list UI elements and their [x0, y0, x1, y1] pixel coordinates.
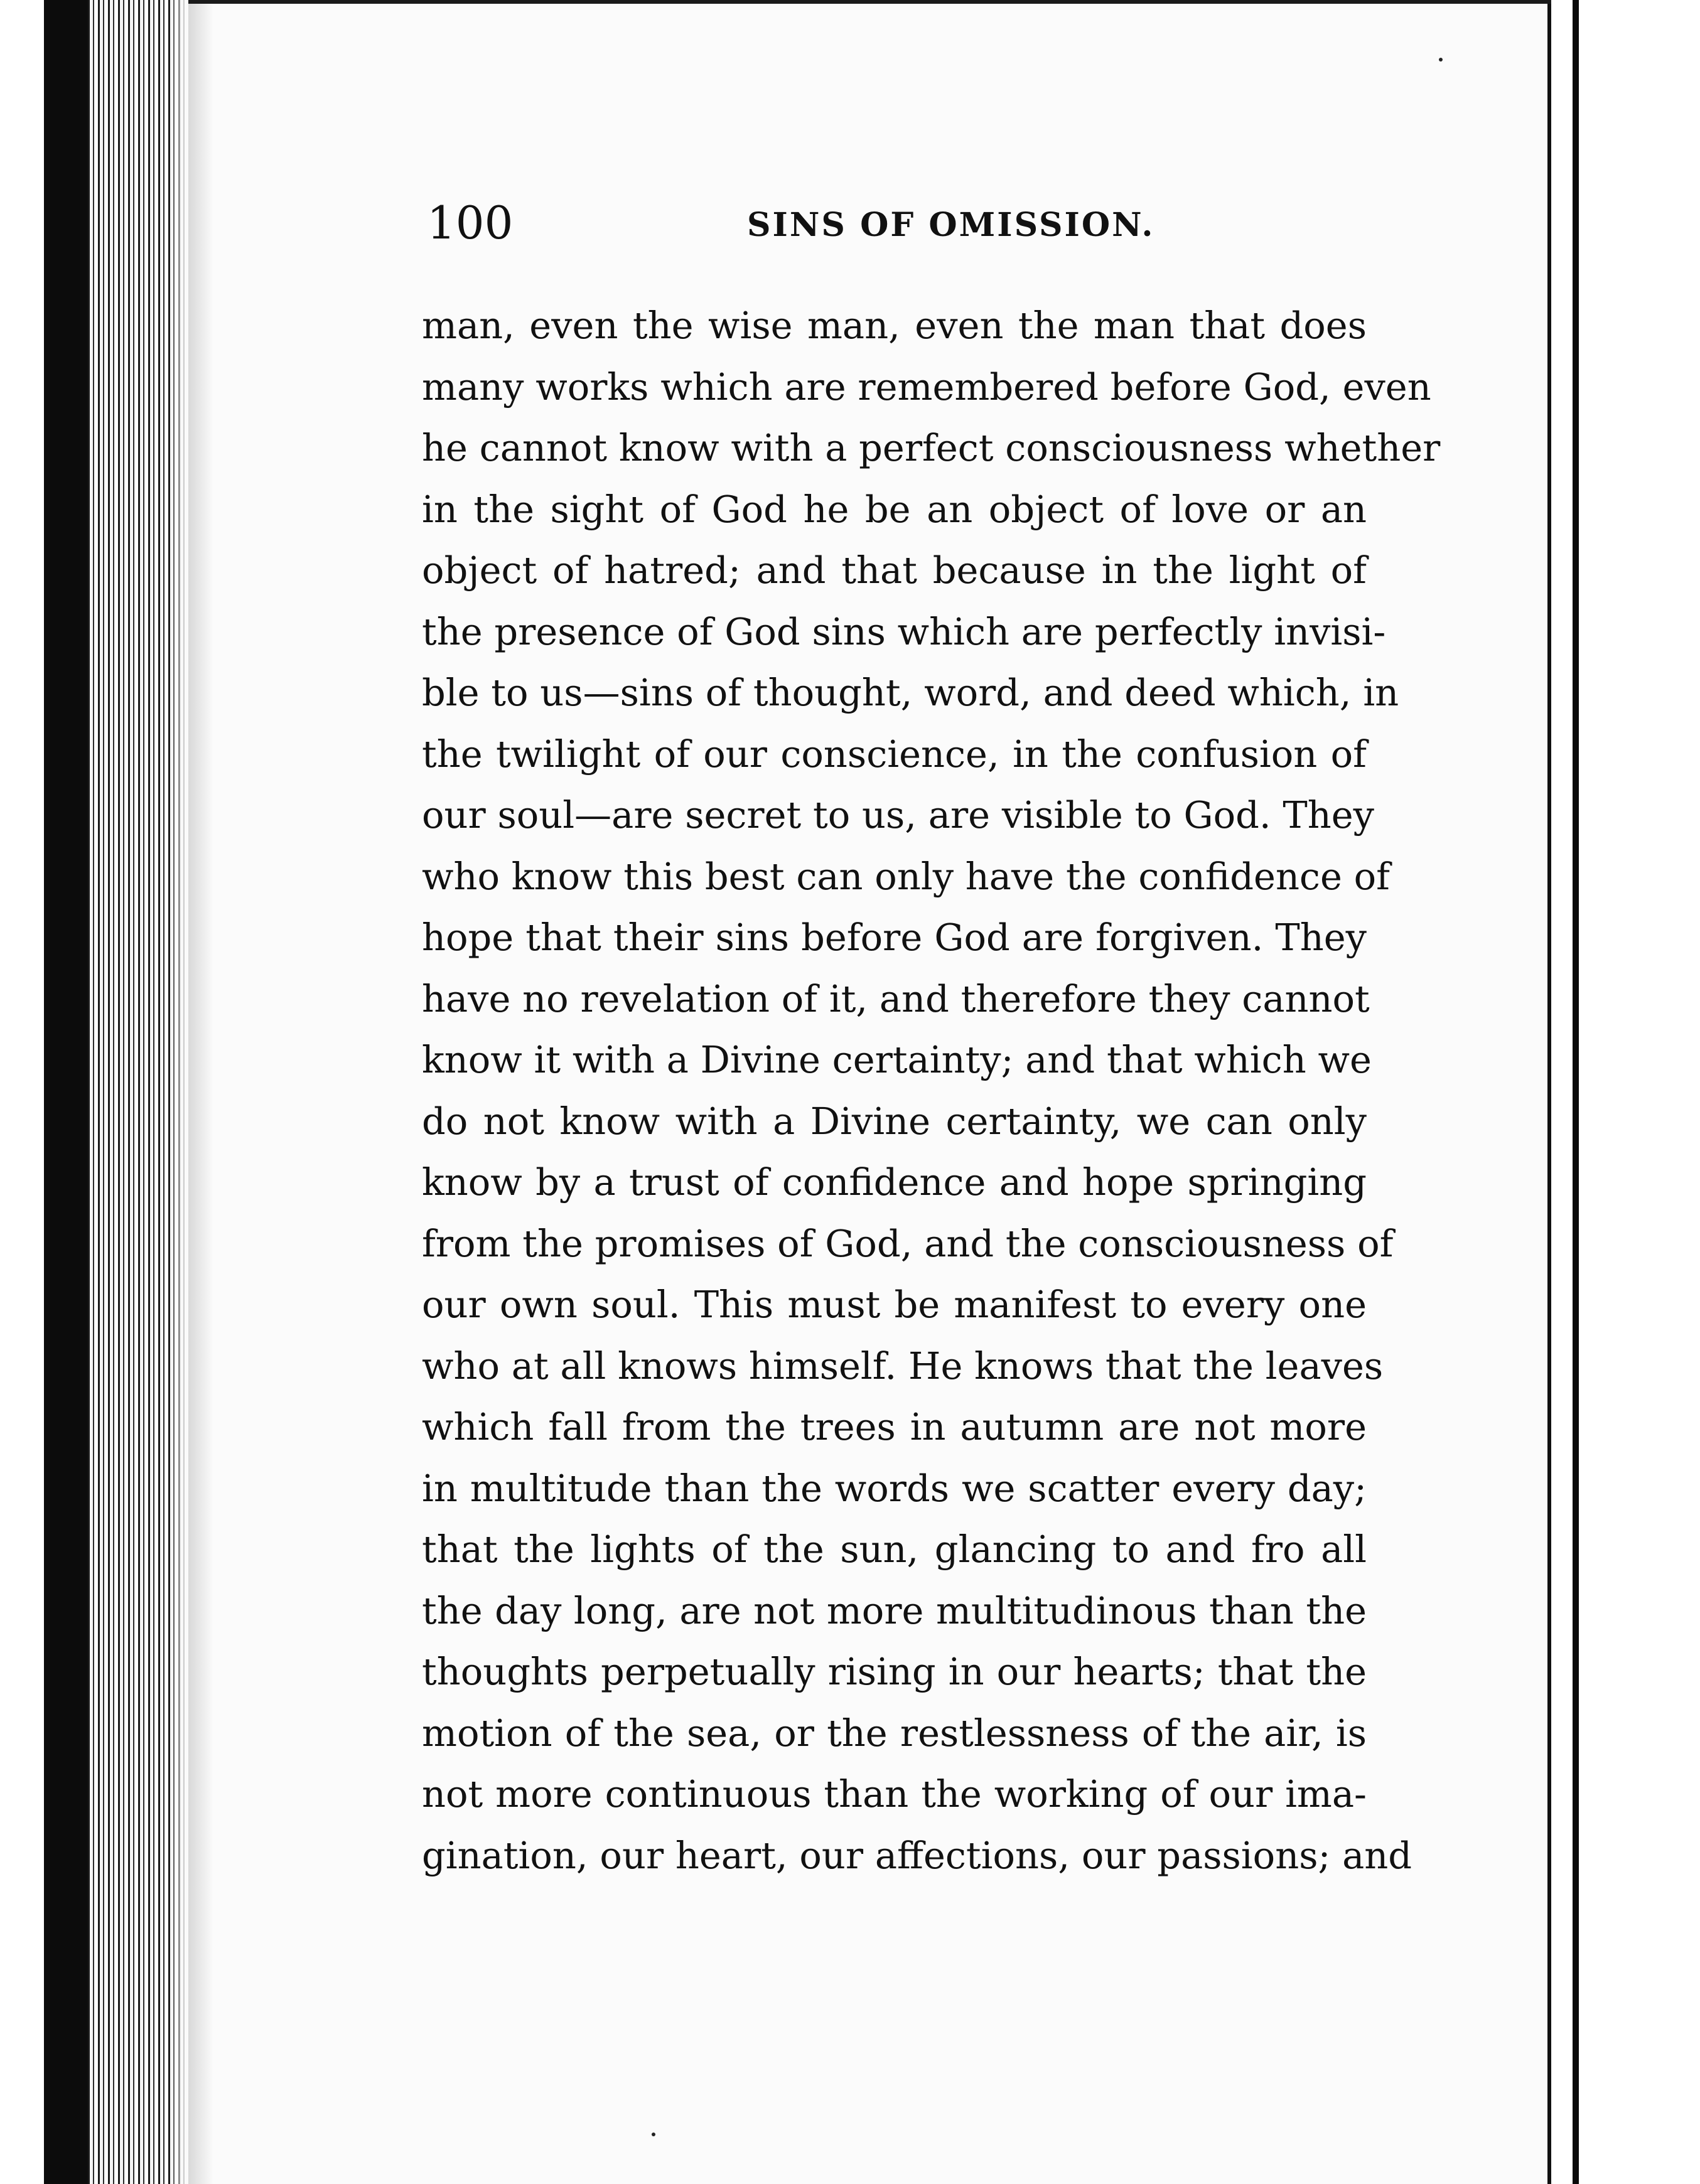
scan-dark-band: [44, 0, 88, 2184]
text-line: in the sight of God he be an object of love or an: [422, 487, 1367, 531]
text-line: know by a trust of confidence and hope springing: [422, 1160, 1367, 1204]
page-gap: [1551, 0, 1573, 2184]
text-line: the day long, are not more multitudinous than the: [422, 1588, 1367, 1632]
page-edge-stack: [88, 0, 188, 2184]
scan-speck: [652, 2133, 655, 2136]
text-line: ble to us—sins of thought, word, and deed which, in: [422, 671, 1399, 714]
text-line: in multitude than the words we scatter every day;: [422, 1466, 1367, 1510]
text-line: our own soul. This must be manifest to every one: [422, 1283, 1367, 1326]
text-line: motion of the sea, or the restlessness of the air, is: [422, 1711, 1367, 1755]
text-line: who at all knows himself. He knows that the leaves: [422, 1344, 1384, 1388]
page-number: 100: [427, 196, 514, 249]
text-line: thoughts perpetually rising in our hearts; that the: [422, 1650, 1367, 1693]
text-line: the presence of God sins which are perfectly invisi-: [422, 609, 1386, 653]
page-edge-fade: [169, 0, 188, 2184]
text-line: not more continuous than the working of our ima-: [422, 1772, 1367, 1816]
text-line: from the promises of God, and the consciousness of: [422, 1221, 1394, 1265]
text-line: the twilight of our conscience, in the confusion of: [422, 732, 1367, 776]
text-line: who know this best can only have the confidence of: [422, 854, 1391, 898]
scan-background: [0, 0, 88, 2184]
next-page: [1579, 0, 1700, 2184]
text-line: our soul—are secret to us, are visible to God. They: [422, 793, 1375, 837]
running-head: [427, 188, 1369, 257]
gutter-shadow: [188, 0, 213, 2184]
page-top-edge: [188, 0, 1551, 4]
text-line: have no revelation of it, and therefore they cannot: [422, 977, 1370, 1020]
text-line: gination, our heart, our affections, our passions; and: [422, 1833, 1412, 1877]
text-line: he cannot know with a perfect consciousness whether: [422, 426, 1441, 469]
text-line: hope that their sins before God are forgiven. They: [422, 916, 1367, 959]
text-line: which fall from the trees in autumn are not more: [422, 1405, 1367, 1448]
running-title: SINS OF OMISSION.: [747, 206, 1155, 244]
body-text: [422, 295, 1441, 1886]
scan-speck: [1439, 58, 1443, 62]
text-line: know it with a Divine certainty; and that which we: [422, 1038, 1372, 1081]
text-line: many works which are remembered before God, even: [422, 365, 1431, 409]
text-line: do not know with a Divine certainty, we can only: [422, 1099, 1367, 1143]
text-line: man, even the wise man, even the man that does: [422, 304, 1367, 347]
text-line: object of hatred; and that because in the light of: [422, 549, 1367, 592]
next-page-edge: [1573, 0, 1579, 2184]
text-line: that the lights of the sun, glancing to and fro all: [422, 1528, 1367, 1571]
